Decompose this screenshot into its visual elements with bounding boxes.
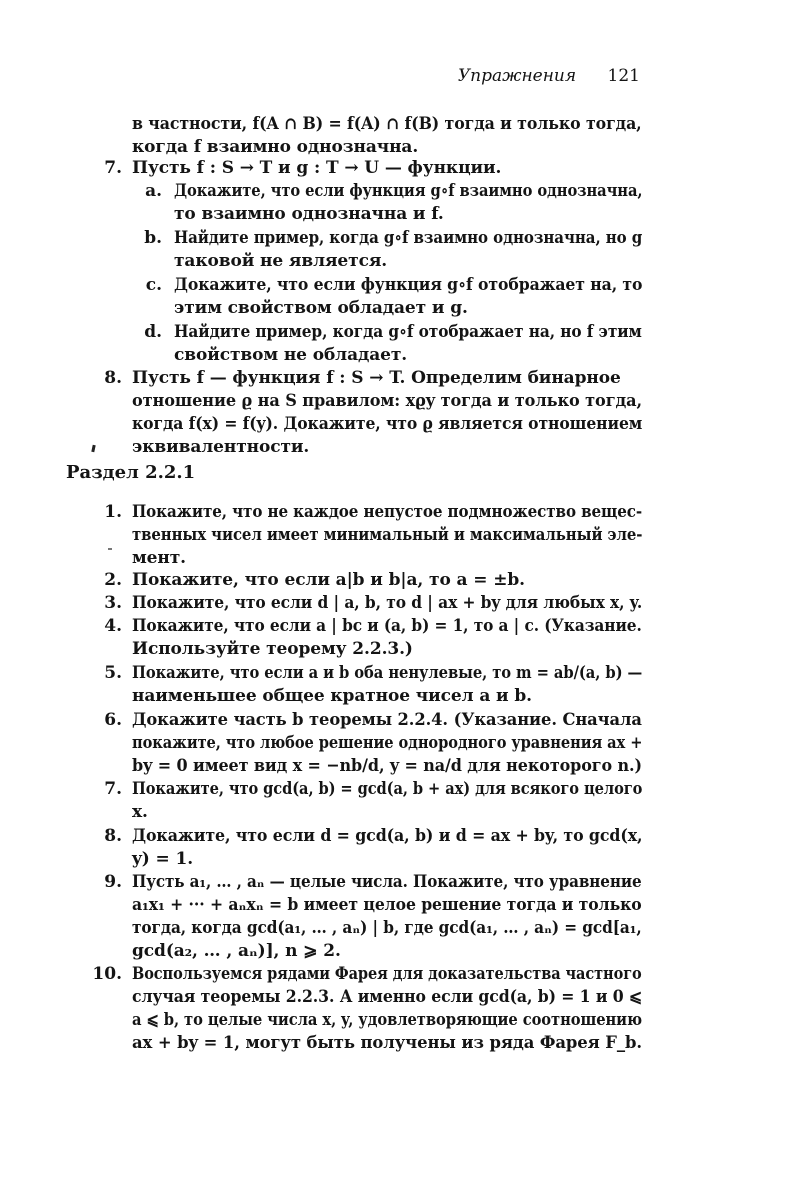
text-line: то взаимно однозначна и f.	[174, 204, 444, 224]
exercise-number: 9.	[104, 872, 122, 892]
text-line: эквивалентности.	[132, 437, 310, 457]
text-line: Воспользуемся рядами Фарея для доказательства частного	[132, 964, 642, 984]
text-line: Докажите часть b теоремы 2.2.4. (Указание. Сначала	[132, 710, 642, 730]
text-line: когда f(x) = f(y). Докажите, что ϱ является отношением	[132, 414, 643, 434]
subitem-letter: a.	[145, 181, 162, 201]
text-line: свойством не обладает.	[174, 345, 408, 365]
exercise-number: 5.	[104, 663, 122, 683]
text-line: Пусть f — функция f : S → T. Определим бинарное	[132, 368, 621, 388]
text-line: Докажите, что если функция g∘f взаимно однозначна,	[174, 181, 643, 201]
text-line: Покажите, что не каждое непустое подмножество вещес-	[132, 502, 643, 522]
print-speck	[108, 548, 112, 550]
exercise-number: 7.	[104, 779, 122, 799]
text-line: твенных чисел имеет минимальный и максимальный эле-	[132, 525, 643, 545]
text-line: Покажите, что если a | bc и (a, b) = 1, то a | c. (Указание.	[132, 616, 642, 636]
text-line: a ⩽ b, то целые числа x, y, удовлетворяющие соотношению	[132, 1010, 643, 1030]
text-line: Покажите, что если a|b и b|a, то a = ±b.	[132, 570, 525, 590]
text-line: x.	[132, 802, 148, 822]
exercise-number: 7.	[104, 158, 122, 178]
text-line: Докажите, что если d = gcd(a, b) и d = ax + by, то gcd(x,	[132, 826, 643, 846]
text-line: a₁x₁ + ··· + aₙxₙ = b имеет целое решение тогда и только	[132, 895, 642, 915]
text-line: Найдите пример, когда g∘f отображает на, но f этим	[174, 322, 642, 342]
text-line: таковой не является.	[174, 251, 388, 271]
text-line: этим свойством обладает и g.	[174, 298, 468, 318]
text-line: Пусть f : S → T и g : T → U — функции.	[132, 158, 502, 178]
print-speck	[91, 445, 95, 452]
text-line: Докажите, что если функция g∘f отображает на, то	[174, 275, 643, 295]
subitem-letter: b.	[144, 228, 162, 248]
text-line: отношение ϱ на S правилом: xϱy тогда и только тогда,	[132, 391, 643, 411]
text-line: мент.	[132, 548, 186, 568]
text-line: Пусть a₁, … , aₙ — целые числа. Покажите, что уравнение	[132, 872, 642, 892]
text-line: Используйте теорему 2.2.3.)	[132, 639, 413, 659]
subitem-letter: c.	[145, 275, 162, 295]
text-line: в частности, f(A ∩ B) = f(A) ∩ f(B) тогда и только тогда,	[132, 114, 642, 134]
text-line: случая теоремы 2.2.3. А именно если gcd(a, b) = 1 и 0 ⩽	[132, 987, 642, 1007]
text-line: покажите, что любое решение однородного уравнения ax +	[132, 733, 643, 753]
text-line: Покажите, что если d | a, b, то d | ax + by для любых x, y.	[132, 593, 643, 613]
text-line: Покажите, что если a и b оба ненулевые, то m = ab/(a, b) —	[132, 663, 643, 683]
page-number: 121	[607, 66, 640, 86]
exercise-number: 4.	[104, 616, 122, 636]
running-head-title: Упражнения	[457, 66, 577, 86]
text-line: Покажите, что gcd(a, b) = gcd(a, b + ax) для всякого целого	[132, 779, 643, 799]
text-line: когда f взаимно однозначна.	[132, 137, 419, 157]
exercise-number: 1.	[104, 502, 122, 522]
exercise-number: 10.	[92, 964, 122, 984]
text-line: тогда, когда gcd(a₁, … , aₙ) | b, где gcd(a₁, … , aₙ) = gcd[a₁,	[132, 918, 642, 938]
section-heading: Раздел 2.2.1	[66, 462, 196, 483]
text-line: by = 0 имеет вид x = −nb/d, y = na/d для некоторого n.)	[132, 756, 642, 776]
exercise-number: 3.	[104, 593, 122, 613]
text-line: наименьшее общее кратное чисел a и b.	[132, 686, 532, 706]
text-line: Найдите пример, когда g∘f взаимно однозначна, но g	[174, 228, 643, 248]
text-line: gcd(a₂, … , aₙ)], n ⩾ 2.	[132, 941, 341, 961]
text-line: y) = 1.	[132, 849, 194, 869]
exercise-number: 6.	[104, 710, 122, 730]
exercise-number: 2.	[104, 570, 122, 590]
subitem-letter: d.	[144, 322, 162, 342]
running-head	[458, 66, 640, 86]
exercise-number: 8.	[104, 826, 122, 846]
text-line: ax + by = 1, могут быть получены из ряда Фарея F_b.	[132, 1033, 642, 1053]
exercise-number: 8.	[104, 368, 122, 388]
